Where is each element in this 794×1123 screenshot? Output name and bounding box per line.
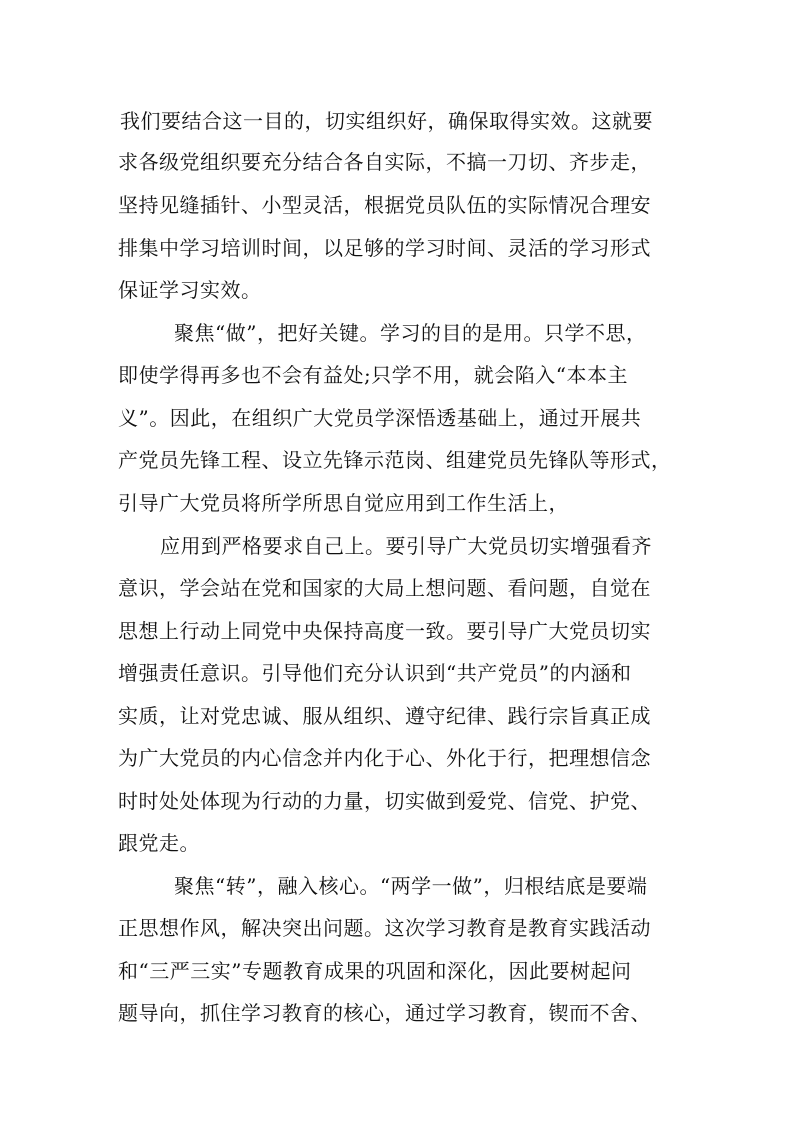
text-line-20: 正思想作风，解决突出问题。这次学习教育是教育实践活动 xyxy=(118,916,651,940)
text-line-7: 即使学得再多也不会有益处;只学不用，就会陷入“本本主 xyxy=(118,363,628,387)
text-line-10: 引导广大党员将所学所思自觉应用到工作生活上， xyxy=(118,491,569,515)
text-line-21: 和“三严三实”专题教育成果的巩固和深化，因此要树起问 xyxy=(118,959,632,983)
text-line-15: 实质，让对党忠诚、服从组织、遵守纪律、践行宗旨真正成 xyxy=(118,704,651,728)
text-line-4: 排集中学习培训时间，以足够的学习时间、灵活的学习形式 xyxy=(118,236,651,260)
text-line-8: 义”。因此，在组织广大党员学深悟透基础上，通过开展共 xyxy=(118,406,642,430)
text-line-19: 聚焦“转”，融入核心。“两学一做”，归根结底是要端 xyxy=(174,874,648,898)
text-line-17: 时时处处体现为行动的力量，切实做到爱党、信党、护党、 xyxy=(118,789,651,813)
text-line-11: 应用到严格要求自己上。要引导广大党员切实增强看齐 xyxy=(160,534,652,558)
text-line-13: 思想上行动上同党中央保持高度一致。要引导广大党员切实 xyxy=(118,619,651,643)
text-line-1: 我们要结合这一目的，切实组织好，确保取得实效。这就要 xyxy=(120,109,653,133)
text-line-2: 求各级党组织要充分结合各自实际，不搞一刀切、齐步走， xyxy=(118,150,651,174)
text-line-3: 坚持见缝插针、小型灵活，根据党员队伍的实际情况合理安 xyxy=(118,193,651,217)
text-line-16: 为广大党员的内心信念并内化于心、外化于行，把理想信念 xyxy=(118,746,651,770)
text-line-9: 产党员先锋工程、设立先锋示范岗、组建党员先锋队等形式， xyxy=(118,448,672,472)
text-line-22: 题导向，抓住学习教育的核心，通过学习教育，锲而不舍、 xyxy=(118,1001,651,1025)
text-line-6: 聚焦“做”，把好关键。学习的目的是用。只学不思， xyxy=(174,321,647,345)
text-line-18: 跟党走。 xyxy=(118,831,200,855)
text-line-5: 保证学习实效。 xyxy=(118,278,262,302)
text-line-12: 意识，学会站在党和国家的大局上想问题、看问题，自觉在 xyxy=(118,576,651,600)
text-line-14: 增强责任意识。引导他们充分认识到“共产党员”的内涵和 xyxy=(118,661,632,685)
